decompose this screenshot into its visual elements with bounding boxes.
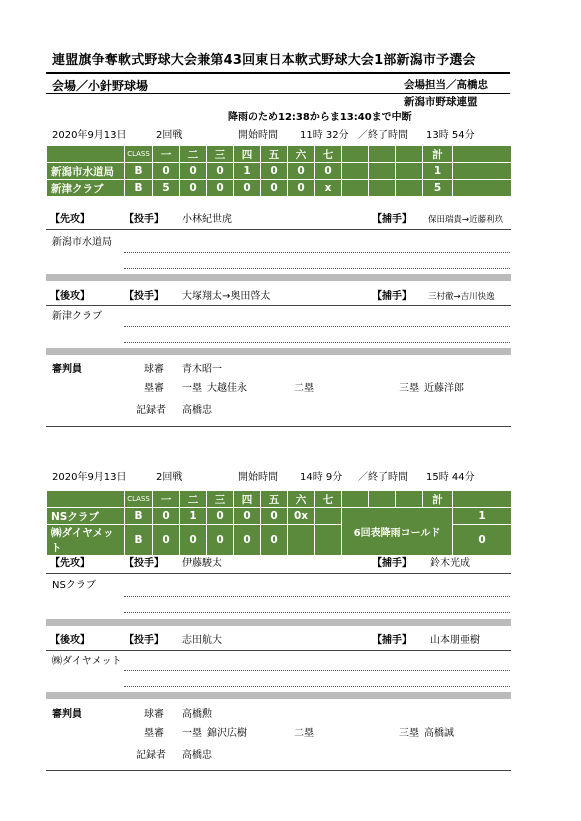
plate-umpire-label: 球審 [144,364,164,375]
catcher-label: 【捕手】 [372,291,412,302]
second-base-label: 二塁 [294,728,314,739]
end-time-label: ／終了時間 [358,472,408,483]
inning-header-4: 四 [234,491,261,508]
first-base-umpire: 大越佳永 [207,383,247,394]
inning-header-2: 二 [180,491,207,508]
top-team-name: NSクラブ [52,580,96,591]
catcher-name: 保田瑞貴→近藤利玖 [428,215,504,225]
total-header: 計 [423,491,453,508]
base-umpire-label: 塁審 [144,728,164,739]
inning-header-2: 二 [180,146,207,163]
end-time-label: ／終了時間 [358,130,408,141]
inning-score: 0x [288,508,315,525]
start-time-label: 開始時間 [238,472,278,483]
recorder-name: 高橋忠 [182,750,212,761]
catcher-label: 【捕手】 [372,635,412,646]
inning-score [315,508,342,525]
umpires-label: 審判員 [52,709,82,720]
first-base-label: 一塁 [182,728,202,739]
scoreboard-header-row [47,146,512,163]
inning-header-3: 三 [207,491,234,508]
inning-score: 0 [261,525,288,556]
inning-score [288,525,315,556]
inning-header-4: 四 [234,146,261,163]
called-game-note: 6回表降雨コールド [342,508,453,556]
total-header: 計 [423,146,453,163]
team-total: 1 [423,163,453,180]
recorder-label: 記録者 [136,750,166,761]
plate-umpire-label: 球審 [144,709,164,720]
inning-score: 0 [180,163,207,180]
inning-score: 0 [153,508,180,525]
team-header-cell [47,491,125,508]
base-umpire-label: 塁審 [144,383,164,394]
scoreboard [46,490,512,556]
inning-score: 0 [288,163,315,180]
pitcher-name: 小林紀世虎 [182,214,232,225]
inning-score [315,525,342,556]
catcher-label: 【捕手】 [372,214,412,225]
inning-score: 1 [180,508,207,525]
scoreboard-header-row [47,491,512,508]
title-underline [46,72,510,74]
catcher-name: 三村徹→吉川快逸 [428,292,495,302]
inning-score: 0 [234,525,261,556]
start-time: 11時 32分 [300,130,349,141]
end-time: 15時 44分 [426,472,475,483]
team-total: 1 [453,508,512,525]
third-base-umpire: 高橋誠 [424,728,454,739]
recorder-label: 記録者 [136,405,166,416]
plate-umpire: 青木昭一 [182,364,222,375]
pitcher-label: 【投手】 [124,635,164,646]
team-total: 5 [423,180,453,197]
inning-header-6: 六 [288,146,315,163]
game-round: 2回戦 [156,472,183,483]
inning-score: 0 [153,163,180,180]
game-date: 2020年9月13日 [52,130,127,141]
federation-name: 新潟市野球連盟 [404,96,478,108]
start-time-label: 開始時間 [238,130,278,141]
team-name: ㈱ダイヤメット [47,525,125,556]
pitcher-name: 伊藤駿太 [182,558,222,569]
top-team-name: 新潟市水道局 [52,237,112,248]
catcher-label: 【捕手】 [372,558,412,569]
third-base-umpire: 近藤洋郎 [424,383,464,394]
bottom-label: 【後攻】 [50,291,90,302]
inning-score: x [315,180,342,197]
team-class: B [125,525,153,556]
first-base-label: 一塁 [182,383,202,394]
first-base-umpire: 錦沢広樹 [207,728,247,739]
start-time: 14時 9分 [300,472,343,483]
game-date: 2020年9月13日 [52,472,127,483]
second-base-label: 二塁 [294,383,314,394]
inning-score: 0 [261,163,288,180]
plate-umpire: 高橋勲 [182,709,212,720]
umpires-label: 審判員 [52,364,82,375]
team-name: 新津クラブ [47,180,125,197]
inning-score: 0 [315,163,342,180]
bottom-team-name: ㈱ダイヤメット [52,656,122,667]
pitcher-name: 大塚翔太→奥田啓太 [182,291,271,302]
inning-score: 0 [180,180,207,197]
game-round: 2回戦 [156,130,183,141]
pitcher-label: 【投手】 [124,291,164,302]
bottom-team-name: 新津クラブ [52,311,102,322]
pitcher-label: 【投手】 [124,558,164,569]
venue-underline [46,93,510,94]
class-header: CLASS [125,146,153,163]
inning-score: 0 [207,180,234,197]
team-class: B [125,180,153,197]
team-header-cell [47,146,125,163]
inning-header-5: 五 [261,491,288,508]
inning-score: 1 [234,163,261,180]
inning-score: 0 [207,525,234,556]
catcher-name: 山本朋亜樹 [430,635,480,646]
inning-score: 0 [153,525,180,556]
scoreboard-row [47,180,512,197]
team-name: NSクラブ [47,508,125,525]
inning-score: 0 [261,180,288,197]
inning-header-7: 七 [315,491,342,508]
bottom-label: 【後攻】 [50,635,90,646]
inning-score: 0 [234,508,261,525]
top-label: 【先攻】 [50,214,90,225]
venue-staff: 会場担当／高橋忠 [404,79,488,91]
class-header: CLASS [125,491,153,508]
inning-header-5: 五 [261,146,288,163]
catcher-name: 鈴木光成 [430,558,470,569]
third-base-label: 三塁 [399,383,419,394]
inning-header-6: 六 [288,491,315,508]
end-time: 13時 54分 [426,130,475,141]
team-class: B [125,508,153,525]
inning-header-1: 一 [153,146,180,163]
inning-header-7: 七 [315,146,342,163]
inning-header-3: 三 [207,146,234,163]
inning-score: 0 [288,180,315,197]
inning-header-1: 一 [153,491,180,508]
inning-score: 0 [180,525,207,556]
rain-note: 降雨のため12:38からま13:40まで中断 [228,112,412,123]
team-total: 0 [453,525,512,556]
document-title: 連盟旗争奪軟式野球大会兼第43回東日本軟式野球大会1部新潟市予選会 [52,53,476,68]
venue-label: 会場／小針野球場 [52,79,149,93]
inning-score: 5 [153,180,180,197]
scoreboard [46,145,512,197]
top-label: 【先攻】 [50,558,90,569]
pitcher-name: 志田航大 [182,635,222,646]
inning-score: 0 [261,508,288,525]
scoreboard-row [47,163,512,180]
team-name: 新潟市水道局 [47,163,125,180]
recorder-name: 高橋忠 [182,405,212,416]
inning-score: 0 [234,180,261,197]
team-class: B [125,163,153,180]
inning-score: 0 [207,508,234,525]
third-base-label: 三塁 [399,728,419,739]
pitcher-label: 【投手】 [124,214,164,225]
scoreboard-row [47,508,512,525]
inning-score: 0 [207,163,234,180]
